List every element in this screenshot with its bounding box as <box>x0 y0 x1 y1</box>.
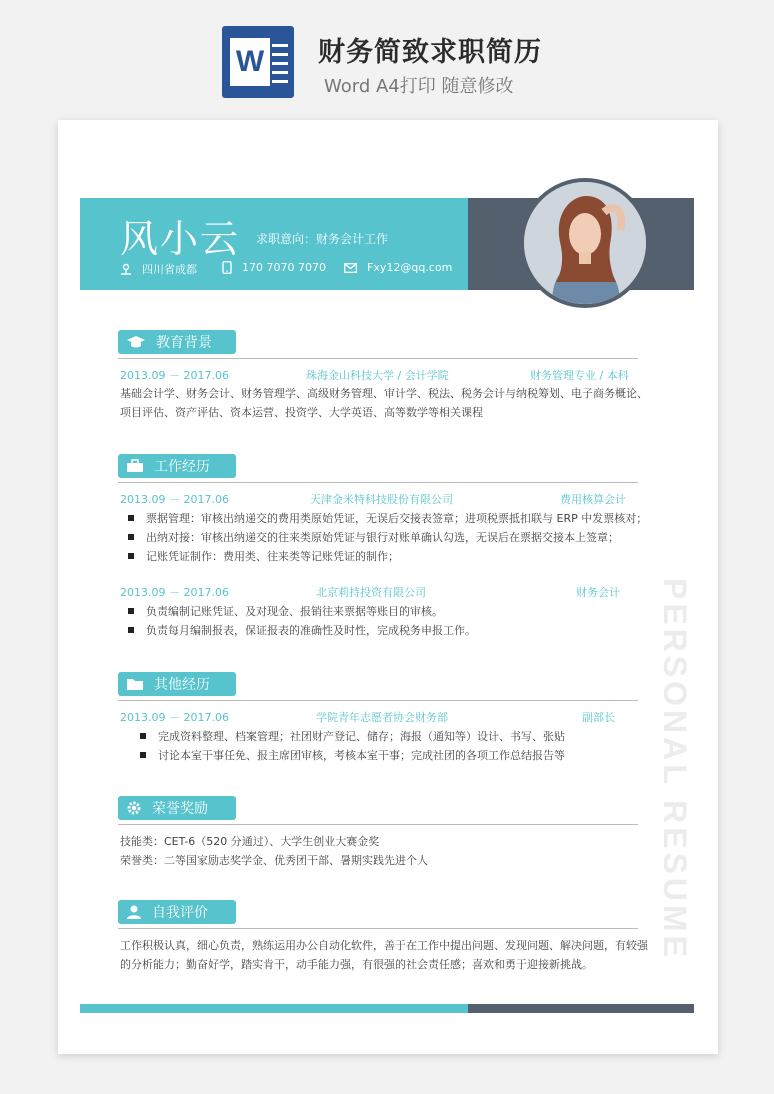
banner <box>0 0 774 118</box>
divider <box>118 824 638 825</box>
education-courses <box>120 384 650 422</box>
banner-title: 财务简致求职简历 <box>318 37 542 68</box>
email-text: Fxy12@qq.com <box>367 261 453 274</box>
job-date: 2013.09 － 2017.06 <box>120 586 229 599</box>
section-education-title: 教育背景 <box>156 335 212 351</box>
section-education-header <box>118 330 236 354</box>
list-item: 出纳对接：审核出纳递交的往来类原始凭证与银行对账单确认勾选，无误后在票据交接本上签章； <box>128 529 619 545</box>
education-school: 珠海金山科技大学 / 会计学院 <box>306 369 449 382</box>
graduation-cap-icon <box>126 335 146 349</box>
watermark-personal-resume: PERSONAL RESUME <box>657 578 693 962</box>
other-role: 副部长 <box>582 711 615 724</box>
self-line-2: 的分析能力；勤奋好学，踏实肯干，动手能力强，有很强的社会责任感；喜欢和勇于迎接新挑战。 <box>120 958 593 971</box>
job-role: 费用核算会计 <box>560 493 626 506</box>
job-entry-1 <box>120 491 632 507</box>
education-entry <box>120 367 632 383</box>
section-work-title: 工作经历 <box>154 459 210 475</box>
folder-icon <box>126 677 144 691</box>
job-entry-2 <box>120 584 632 600</box>
resume-page <box>58 120 718 1054</box>
location-text: 四川省成都 <box>142 263 197 276</box>
list-item: 负责每月编制报表，保证报表的准确性及时性，完成税务申报工作。 <box>128 622 476 638</box>
contact-location <box>120 261 197 277</box>
job-company: 北京莉持投资有限公司 <box>316 586 426 599</box>
divider <box>118 928 638 929</box>
job-role: 财务会计 <box>576 586 620 599</box>
divider <box>118 482 638 483</box>
mail-icon <box>344 263 357 273</box>
list-item: 完成资料整理、档案管理；社团财产登记、储存；海报（通知等）设计、书写、张贴 <box>140 728 565 744</box>
other-date: 2013.09 － 2017.06 <box>120 711 229 724</box>
list-item: 票据管理：审核出纳递交的费用类原始凭证，无误后交接表签章；进项税票抵扣联与 ERP 中发票核对； <box>128 510 647 526</box>
contact-phone <box>222 261 326 274</box>
gear-icon <box>126 800 142 816</box>
other-org: 学院青年志愿者协会财务部 <box>316 711 448 724</box>
section-self-title: 自我评价 <box>152 905 208 921</box>
education-date: 2013.09 － 2017.06 <box>120 369 229 382</box>
courses-line-1: 基础会计学、财务会计、财务管理学、高级财务管理、审计学、税法、税务会计与纳税筹划、电子商务概论、 <box>120 387 648 400</box>
divider <box>118 700 638 701</box>
list-item: 记账凭证制作：费用类、往来类等记账凭证的制作； <box>128 548 399 564</box>
honors-content <box>120 832 650 870</box>
divider <box>118 358 638 359</box>
word-logo-icon <box>222 26 294 98</box>
section-honors-title: 荣誉奖励 <box>152 801 208 817</box>
section-other-title: 其他经历 <box>154 677 210 693</box>
other-entry <box>120 709 632 725</box>
section-honors-header <box>118 796 236 820</box>
honors-awards: 荣誉类：二等国家励志奖学金、优秀团干部、暑期实践先进个人 <box>120 854 428 867</box>
section-work-header <box>118 454 236 478</box>
section-self-header <box>118 900 236 924</box>
location-icon <box>120 263 132 275</box>
footer-band-teal <box>80 1004 468 1013</box>
word-logo-letter: W <box>230 38 270 86</box>
job-company: 天津金米特科技股份有限公司 <box>310 493 453 506</box>
phone-icon <box>222 261 232 274</box>
footer-band-gray <box>468 1004 694 1013</box>
job-date: 2013.09 － 2017.06 <box>120 493 229 506</box>
phone-text: 170 7070 7070 <box>242 261 326 274</box>
honors-skills: 技能类：CET-6（520 分通过）、大学生创业大赛金奖 <box>120 835 380 848</box>
education-major: 财务管理专业 / 本科 <box>530 369 629 382</box>
job-intent: 求职意向：财务会计工作 <box>256 232 389 246</box>
person-icon <box>126 904 142 920</box>
profile-photo <box>520 178 650 308</box>
briefcase-icon <box>126 459 144 473</box>
self-evaluation <box>120 936 650 974</box>
courses-line-2: 项目评估、资产评估、资本运营、投资学、大学英语、高等数学等相关课程 <box>120 406 483 419</box>
candidate-name: 风小云 <box>120 217 241 261</box>
self-line-1: 工作积极认真，细心负责，熟练运用办公自动化软件，善于在工作中提出问题、发现问题、解决问题，有较强 <box>120 939 648 952</box>
contact-email <box>344 261 452 274</box>
list-item: 负责编制记账凭证、及对现金、报销往来票据等账目的审核。 <box>128 603 443 619</box>
banner-subtitle: Word A4打印 随意修改 <box>324 76 514 97</box>
list-item: 讨论本室干事任免、报主席团审核，考核本室干事；完成社团的各项工作总结报告等 <box>140 747 565 763</box>
section-other-header <box>118 672 236 696</box>
